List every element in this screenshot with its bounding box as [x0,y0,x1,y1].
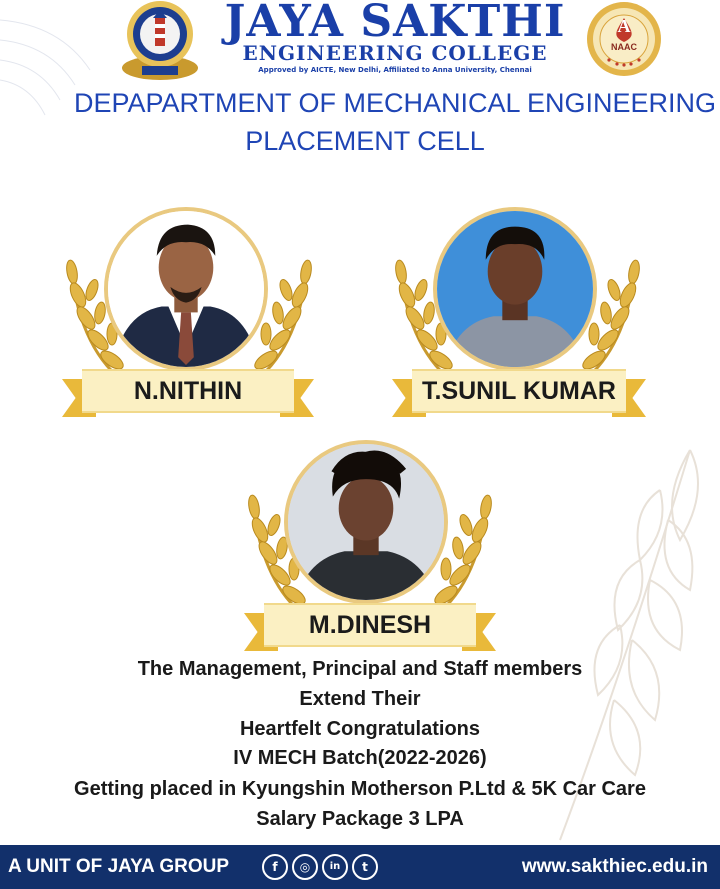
facebook-icon[interactable]: f [262,854,288,880]
college-name: JAYA SAKTHI [224,0,566,47]
naac-badge [585,0,663,78]
student-photo-2 [433,207,597,371]
student-name-3: M.DINESH [308,611,432,639]
person-silhouette-icon [437,211,593,367]
twitter-icon[interactable]: t [352,854,378,880]
trust-logo [110,0,210,84]
student-name-1: N.NITHIN [133,377,243,405]
message-line-1: The Management, Principal and Staff members [137,658,583,680]
message-line-2: Extend Their [299,688,421,710]
student-photo-3 [284,440,448,604]
naac-label: NAAC [611,42,637,52]
college-subtitle: ENGINEERING COLLEGE [242,41,548,65]
student-photo-1 [104,207,268,371]
person-silhouette-icon [108,211,264,367]
jaya-group-label: A UNIT OF JAYA GROUP [8,856,230,877]
footer-bar [0,845,720,889]
name-ribbon-3 [244,603,496,647]
person-silhouette-icon [288,444,444,600]
placement-cell-title: PLACEMENT CELL [245,126,485,156]
naac-grade: A [617,16,631,36]
message-line-6: Salary Package 3 LPA [256,808,464,830]
instagram-icon[interactable]: ◎ [292,854,318,880]
name-ribbon-1 [62,369,314,413]
message-line-5: Getting placed in Kyungshin Motherson P.Ltd & 5K Car Care [74,778,646,800]
naac-seal-icon [585,0,663,78]
message-line-3: Heartfelt Congratulations [239,718,481,740]
approval-line: Approved by AICTE, New Delhi, Affiliated to Anna University, Chennai [258,66,532,74]
name-ribbon-2 [392,369,646,413]
department-title: DEPAPARTMENT OF MECHANICAL ENGINEERING [73,88,717,118]
student-name-2: T.SUNIL KUMAR [422,377,616,405]
website-link[interactable]: www.sakthiec.edu.in [521,856,708,877]
linkedin-icon[interactable]: in [322,854,348,880]
message-line-4: IV MECH Batch(2022-2026) [233,747,487,769]
